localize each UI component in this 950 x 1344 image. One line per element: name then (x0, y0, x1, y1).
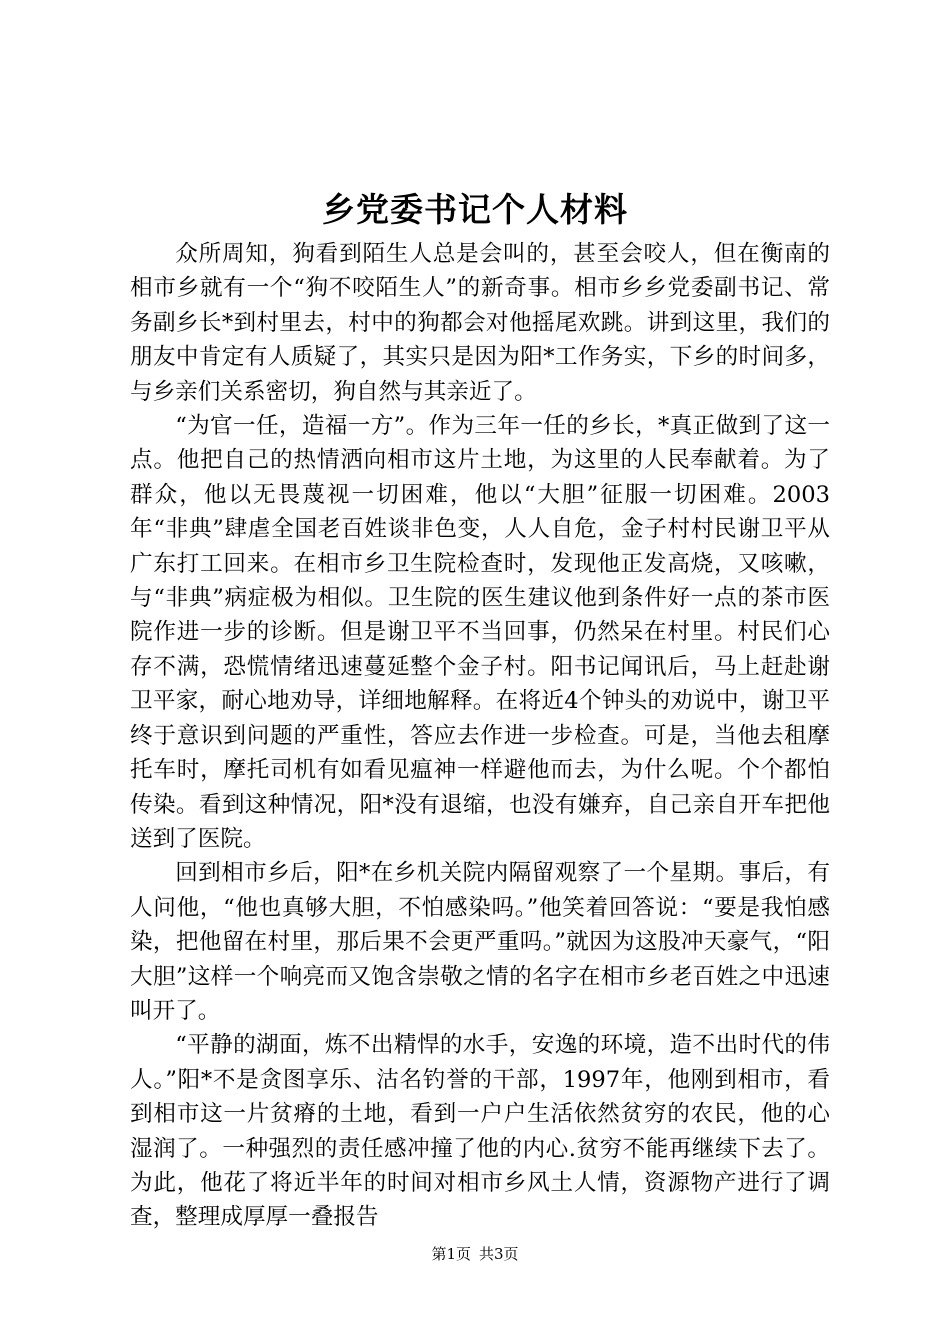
page-total: 共3页 (479, 1245, 519, 1263)
document-title: 乡党委书记个人材料 (322, 190, 628, 229)
paragraph: “为官一任，造福一方”。作为三年一任的乡长，*真正做到了这一点。他把自己的热情洒向相市这片土地，为这里的人民奉献着。为了群众，他以无畏蔑视一切困难，他以“大胆”征服一切困难。2003年“非典”肆虐全国老百姓谈非色变，人人自危，金子村村民谢卫平从广东打工回来。在相市乡卫生院检查时，发现他正发高烧，又咳嗽，与“非典”病症极为相似。卫生院的医生建议他到条件好一点的茶市医院作进一步的诊断。但是谢卫平不当回事，仍然呆在村里。村民们心存不满，恐慌情绪迅速蔓延整个金子村。阳书记闻讯后，马上赶赴谢卫平家，耐心地劝导，详细地解释。在将近4个钟头的劝说中，谢卫平终于意识到问题的严重性，答应去作进一步检查。可是，当他去租摩托车时，摩托司机有如看见瘟神一样避他而去，为什么呢。个个都怕传染。看到这种情况，阳*没有退缩，也没有嫌弃，自己亲自开车把他送到了医院。 (130, 413, 830, 852)
page-number: 第1页 (431, 1245, 471, 1263)
paragraph: “平静的湖面，炼不出精悍的水手，安逸的环境，造不出时代的伟人。”阳*不是贪图享乐、沽名钓誉的干部，1997年，他刚到相市，看到相市这一片贫瘠的土地，看到一户户生活依然贫穷的农民，他的心湿润了。一种强烈的责任感冲撞了他的内心.贫穷不能再继续下去了。为此，他花了将近半年的时间对相市乡风土人情，资源物产进行了调查，整理成厚厚一叠报告 (130, 1032, 830, 1231)
paragraph: 众所周知，狗看到陌生人总是会叫的，甚至会咬人，但在衡南的相市乡就有一个“狗不咬陌生人”的新奇事。相市乡乡党委副书记、常务副乡长*到村里去，村中的狗都会对他摇尾欢跳。讲到这里，我们的朋友中肯定有人质疑了，其实只是因为阳*工作务实，下乡的时间多，与乡亲们关系密切，狗自然与其亲近了。 (130, 241, 830, 405)
document-body (130, 237, 830, 1235)
paragraph: 回到相市乡后，阳*在乡机关院内隔留观察了一个星期。事后，有人问他，“他也真够大胆，不怕感染吗。”他笑着回答说：“要是我怕感染，把他留在村里，那后果不会更严重吗。”就因为这股冲天豪气，“阳大胆”这样一个响亮而又饱含崇敬之情的名字在相市乡老百姓之中迅速叫开了。 (130, 860, 830, 1024)
page-footer (0, 1243, 950, 1265)
